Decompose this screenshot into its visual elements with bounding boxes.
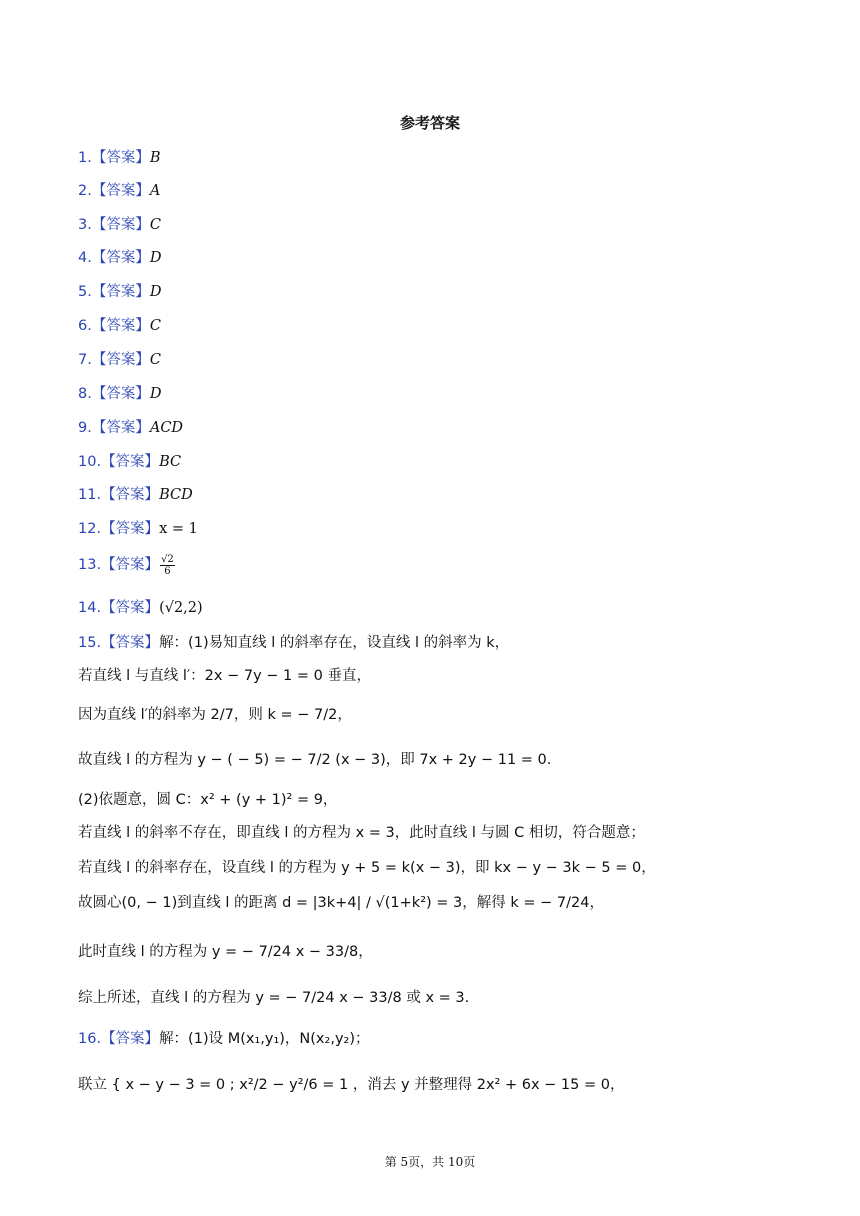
q16-line-1	[78, 1027, 370, 1048]
answer-tag: 【答案】	[91, 183, 150, 199]
solution-text: 解：(1)易知直线 l 的斜率存在，设直线 l 的斜率为 k，	[159, 635, 510, 651]
answer-6	[78, 314, 161, 335]
answer-13	[78, 553, 176, 577]
answer-number: 3.	[78, 217, 92, 233]
answer-12	[78, 517, 198, 538]
answer-tag: 【答案】	[91, 420, 150, 436]
solution-text: 解：(1)设 M(x₁,y₁)，N(x₂,y₂)；	[159, 1031, 370, 1047]
answer-value: C	[149, 217, 161, 233]
answer-4	[78, 246, 161, 267]
answer-tag: 【答案】	[101, 600, 160, 616]
answer-value: x = 1	[159, 521, 198, 537]
q15-line-6: 若直线 l 的斜率不存在，即直线 l 的方程为 x = 3，此时直线 l 与圆 C 相切，符合题意；	[78, 825, 645, 841]
answer-value: A	[149, 183, 161, 199]
answer-11	[78, 483, 193, 504]
q15-line-2: 若直线 l 与直线 l′：2x − 7y − 1 = 0 垂直，	[78, 668, 371, 684]
answer-tag: 【答案】	[91, 284, 150, 300]
q16-line-2: 联立 { x − y − 3 = 0 ; x²/2 − y²/6 = 1 ，消去 y 并整理得 2x² + 6x − 15 = 0，	[78, 1077, 625, 1093]
answer-tag: 【答案】	[101, 1031, 160, 1047]
answer-tag: 【答案】	[91, 250, 150, 266]
page-footer: 第 5页，共 10页	[384, 1155, 476, 1169]
answer-fraction: $\frac{√2}{6}$	[161, 553, 174, 577]
answer-tag: 【答案】	[91, 150, 150, 166]
answer-tag: 【答案】	[101, 487, 160, 503]
answer-tag: 【答案】	[91, 318, 150, 334]
answer-number: 12.	[78, 521, 102, 537]
answer-2	[78, 179, 160, 200]
answer-tag: 【答案】	[91, 352, 150, 368]
answer-8	[78, 382, 161, 403]
answer-number: 1.	[78, 150, 92, 166]
answer-5	[78, 280, 161, 301]
q15-line-9: 此时直线 l 的方程为 y = − 7/24 x − 33/8，	[78, 944, 373, 960]
answer-number: 4.	[78, 250, 92, 266]
answer-7	[78, 348, 161, 369]
answer-number: 14.	[78, 600, 102, 616]
q15-line-5: (2)依题意，圆 C：x² + (y + 1)² = 9，	[78, 792, 338, 808]
answer-value: D	[149, 250, 162, 266]
answer-10	[78, 450, 181, 471]
answer-number: 16.	[78, 1031, 102, 1047]
q15-line-1	[78, 631, 509, 652]
q15-line-10: 综上所述，直线 l 的方程为 y = − 7/24 x − 33/8 或 x = 3.	[78, 990, 470, 1006]
answer-value: BCD	[159, 487, 193, 503]
answer-tag: 【答案】	[101, 635, 160, 651]
answer-tag: 【答案】	[101, 454, 160, 470]
page-title: 参考答案	[399, 114, 460, 132]
q15-line-8: 故圆心(0, − 1)到直线 l 的距离 d = |3k+4| / √(1+k²) = 3，解得 k = − 7/24，	[78, 895, 604, 911]
answer-value: (√2,2)	[159, 600, 203, 616]
answer-9	[78, 416, 183, 437]
answer-1	[78, 146, 161, 167]
answer-number: 15.	[78, 635, 102, 651]
answer-value: C	[149, 318, 161, 334]
answer-number: 10.	[78, 454, 102, 470]
answer-3	[78, 213, 161, 234]
answer-number: 6.	[78, 318, 92, 334]
answer-tag: 【答案】	[101, 557, 160, 573]
answer-value: D	[149, 284, 162, 300]
answer-number: 11.	[78, 487, 102, 503]
q15-line-4: 故直线 l 的方程为 y − ( − 5) = − 7/2 (x − 3)，即 7x + 2y − 11 = 0.	[78, 752, 552, 768]
answer-number: 9.	[78, 420, 92, 436]
answer-value: ACD	[149, 420, 184, 436]
answer-value: B	[149, 150, 161, 166]
answer-tag: 【答案】	[91, 386, 150, 402]
q15-line-3: 因为直线 l′的斜率为 2/7，则 k = − 7/2，	[78, 707, 352, 723]
answer-number: 2.	[78, 183, 92, 199]
answer-number: 13.	[78, 557, 102, 573]
answer-value: D	[149, 386, 162, 402]
answer-number: 8.	[78, 386, 92, 402]
answer-value: C	[149, 352, 161, 368]
answer-tag: 【答案】	[91, 217, 150, 233]
q15-line-7: 若直线 l 的斜率存在，设直线 l 的方程为 y + 5 = k(x − 3)，即 kx − y − 3k − 5 = 0，	[78, 860, 656, 876]
answer-tag: 【答案】	[101, 521, 160, 537]
answer-number: 7.	[78, 352, 92, 368]
answer-14	[78, 596, 203, 617]
answer-value: BC	[159, 454, 182, 470]
answer-number: 5.	[78, 284, 92, 300]
